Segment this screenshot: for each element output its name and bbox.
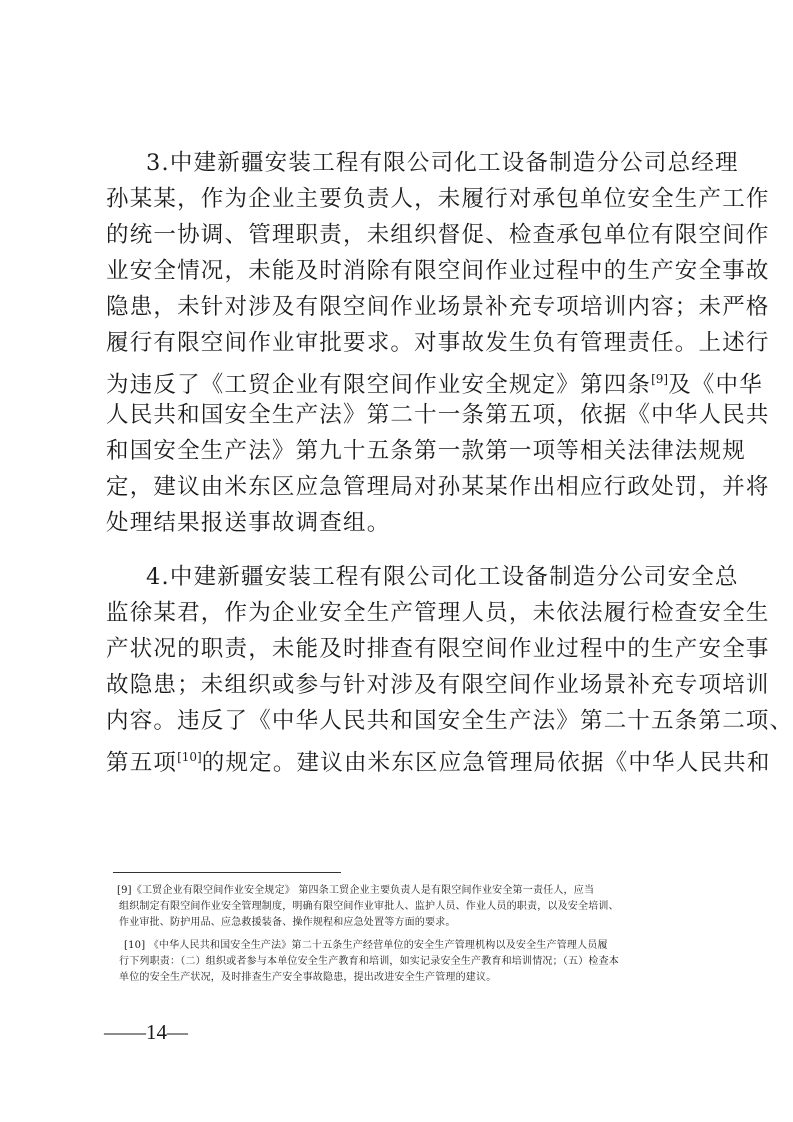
footnote-line: 作业审批、防护用品、应急救援装备、操作规程和应急处置等方面的要求。 bbox=[119, 917, 456, 928]
text-line bbox=[106, 364, 763, 398]
footnote-line: 行下列职责：（二）组织或者参与本单位安全生产教育和培训，如实记录安全生产教育和培训情况；（五）检查本 bbox=[119, 956, 619, 967]
text-line: 3.中建新疆安装工程有限公司化工设备制造分公司总经理 bbox=[146, 150, 739, 176]
page-number: ——14— bbox=[104, 1020, 188, 1044]
text-line: 人民共和国安全生产法》第二十一条第五项，依据《中华人民共 bbox=[106, 402, 770, 428]
footnote-line: 单位的安全生产状况，及时排查生产安全事故隐患，提出改进安全生产管理的建议。 bbox=[119, 972, 497, 983]
text-segment: 及《中华 bbox=[668, 372, 763, 398]
text-line: 和国安全生产法》第九十五条第一款第一项等相关法律法规规 bbox=[106, 438, 746, 464]
text-segment: 第五项 bbox=[106, 750, 178, 776]
footnote-ref-10[interactable]: [10] bbox=[177, 750, 202, 764]
footnote-line: 组织制定有限空间作业安全管理制度，明确有限空间作业审批人、监护人员、作业人员的职责，以及安全培训、 bbox=[119, 901, 619, 912]
text-line: 隐患，未针对涉及有限空间作业场景补充专项培训内容；未严格 bbox=[106, 294, 770, 320]
text-line: 内容。违反了《中华人民共和国安全生产法》第二十五条第二项、 bbox=[106, 708, 793, 734]
text-line: 孙某某，作为企业主要负责人，未履行对承包单位安全生产工作 bbox=[106, 186, 770, 212]
footnote-ref-9[interactable]: [9] bbox=[651, 372, 669, 386]
text-line: 的统一协调、管理职责，未组织督促、检查承包单位有限空间作 bbox=[106, 222, 770, 248]
footnote-line: [10] 《中华人民共和国安全生产法》第二十五条生产经营单位的安全生产管理机构以及安全生产管理人员履 bbox=[124, 940, 608, 951]
text-line: 履行有限空间作业审批要求。对事故发生负有管理责任。上述行 bbox=[106, 330, 770, 356]
text-line: 定，建议由米东区应急管理局对孙某某作出相应行政处罚，并将 bbox=[106, 474, 770, 500]
text-line bbox=[106, 742, 771, 776]
text-line: 业安全情况，未能及时消除有限空间作业过程中的生产安全事故 bbox=[106, 258, 770, 284]
text-segment: 的规定。建议由米东区应急管理局依据《中华人民共和 bbox=[201, 750, 771, 776]
footnote-separator bbox=[113, 872, 341, 873]
footnote-line: [9]《工贸企业有限空间作业安全规定》 第四条工贸企业主要负责人是有限空间作业安全第一责任人，应当 bbox=[117, 885, 595, 896]
text-line: 产状况的职责，未能及时排查有限空间作业过程中的生产安全事 bbox=[106, 636, 770, 662]
text-line: 处理结果报送事故调查组。 bbox=[106, 510, 391, 536]
text-segment: 为违反了《工贸企业有限空间作业安全规定》第四条 bbox=[106, 372, 652, 398]
text-line: 故隐患；未组织或参与针对涉及有限空间作业场景补充专项培训 bbox=[106, 672, 770, 698]
text-line: 4.中建新疆安装工程有限公司化工设备制造分公司安全总 bbox=[146, 564, 739, 590]
text-line: 监徐某君，作为企业安全生产管理人员，未依法履行检查安全生 bbox=[106, 600, 770, 626]
